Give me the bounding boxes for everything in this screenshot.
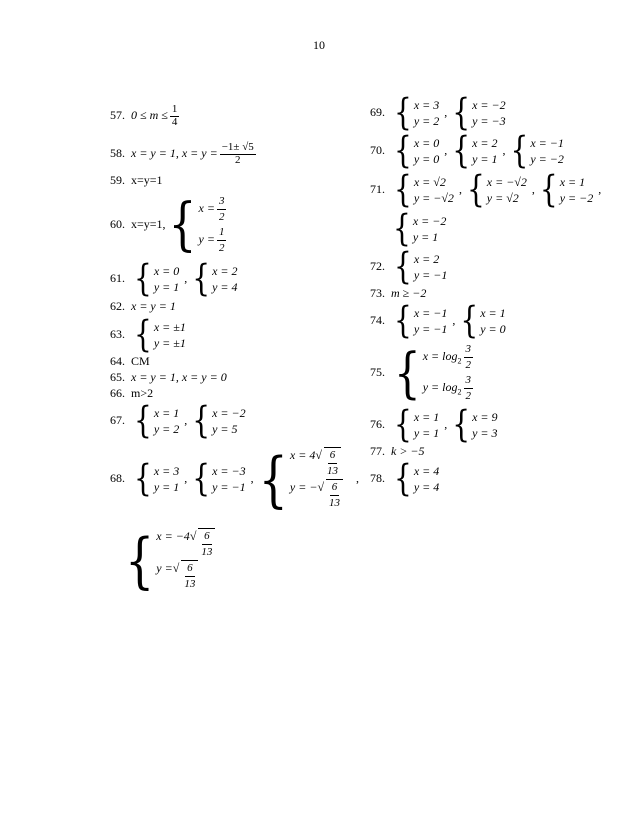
answer-61: 61. { x = 0 y = 1 , { x = 2 y = 4 (110, 256, 238, 300)
answer-75: 75. { $x = \log_2$ $\frac{3}{2}$ $y = \log_2$ $\frac{3}{2}$ (370, 340, 603, 406)
equation-system: { x = 3 y = 2 (394, 90, 440, 134)
equation-system: { x = −1 y = −2 (510, 128, 564, 172)
answer-67: 67. { x = 1 y = 2 , { x = −2 y = 5 (110, 398, 246, 442)
answer-68-continued (110, 524, 361, 596)
equation-system: { x = 2 y = −1 (394, 244, 448, 288)
answer-62: 62. x = y = 1 (110, 299, 176, 314)
answer-57: 57. 0 ≤ m ≤ $\frac{1}{4}$ (110, 102, 178, 128)
answer-58: 58. x = y = 1, x = y = $\frac{-1\pm √5}{2}$ (110, 140, 254, 166)
answer-71: 71. { x = √2 y = −√2 , { x = −√2 y = √2 , { x = 1 y = −2 , (370, 167, 602, 211)
answer-63: 63. { x = ±1 y = ±1 (110, 312, 186, 356)
equation-system: { x = 1 y = 2 (134, 398, 180, 442)
equation-system: { x = 3 y = 1 (134, 456, 180, 500)
right-column (370, 90, 603, 500)
equation-system: { x = −√2 y = √2 (466, 167, 527, 211)
equation-system: { x = −4√ $\frac{6}{13}$ y =√ $\frac{6}{13}$ (125, 528, 217, 591)
answer-69: 69. { x = 3 y = 2 , { x = −2 y = −3 (370, 90, 506, 134)
fraction: $\frac{-1\pm √5}{2}$ (221, 140, 254, 166)
answer-73: 73. m ≥ −2 (370, 286, 427, 301)
answer-64: 64. CM (110, 354, 150, 369)
answer-78: 78. { x = 4 y = 4 (370, 456, 440, 500)
equation-system: { x = √2 y = −√2 (394, 167, 454, 211)
fraction: $\frac{1}{4}$ (171, 102, 178, 128)
equation-system: { x = −2 y = 5 (192, 398, 246, 442)
equation-system: { $x = \log_2$ $\frac{3}{2}$ $y = \log_2$ $\frac{3}{2}$ (394, 340, 471, 405)
equation-system: { x = 4 y = 4 (394, 456, 440, 500)
equation-system: { x = 0 y = 1 (134, 256, 180, 300)
answer-71-continued (370, 206, 603, 250)
page-number: 10 (313, 38, 325, 52)
answer-74: 74. { x = −1 y = −1 , { x = 1 y = 0 (370, 298, 506, 342)
equation-system: { x = −1 y = −1 (394, 298, 448, 342)
equation-system: { x = ±1 y = ±1 (134, 312, 186, 356)
equation-system: { x = 2 y = 1 (452, 128, 498, 172)
answer-65: 65. x = y = 1, x = y = 0 (110, 370, 227, 385)
answer-68: 68. { x = 3 y = 1 , { x = −3 y = −1 , { x = 4√ $\frac{6}{13}$ y = −√ $\frac{6}{13}$ , (110, 443, 360, 515)
left-column (110, 98, 361, 596)
answer-70: 70. { x = 0 y = 0 , { x = 2 y = 1 , { x = −1 y = −2 (370, 128, 564, 172)
answer-59: 59. x=y=1 (110, 173, 163, 188)
equation-system: { x = 1 y = −2 (539, 167, 594, 211)
equation-system: { x = 1 y = 1 (394, 402, 440, 446)
equation-system: { x = −2 y = −3 (452, 90, 506, 134)
equation-system: { x = 9 y = 3 (452, 402, 498, 446)
answer-76: 76. { x = 1 y = 1 , { x = 9 y = 3 (370, 402, 498, 446)
answer-77: 77. k > −5 (370, 444, 425, 459)
equation-system: { x = −3 y = −1 (192, 456, 246, 500)
answer-66: 66. m>2 (110, 386, 154, 401)
equation-system: { x = 2 y = 4 (192, 256, 238, 300)
equation-system: { x = −2 y = 1 (393, 206, 447, 250)
equation-system: { x = 1 y = 0 (460, 298, 506, 342)
equation-system: { x = 0 y = 0 (394, 128, 440, 172)
equation-system: { x = 4√ $\frac{6}{13}$ y = −√ $\frac{6}{13}$ (259, 447, 345, 510)
answer-60: 60. x=y=1, { x = $\frac{3}{2}$ y = $\frac{1}{2}$ (110, 190, 361, 260)
answer-72: 72. { x = 2 y = −1 (370, 244, 448, 288)
equation-system: { x = $\frac{3}{2}$ y = $\frac{1}{2}$ (168, 191, 225, 258)
